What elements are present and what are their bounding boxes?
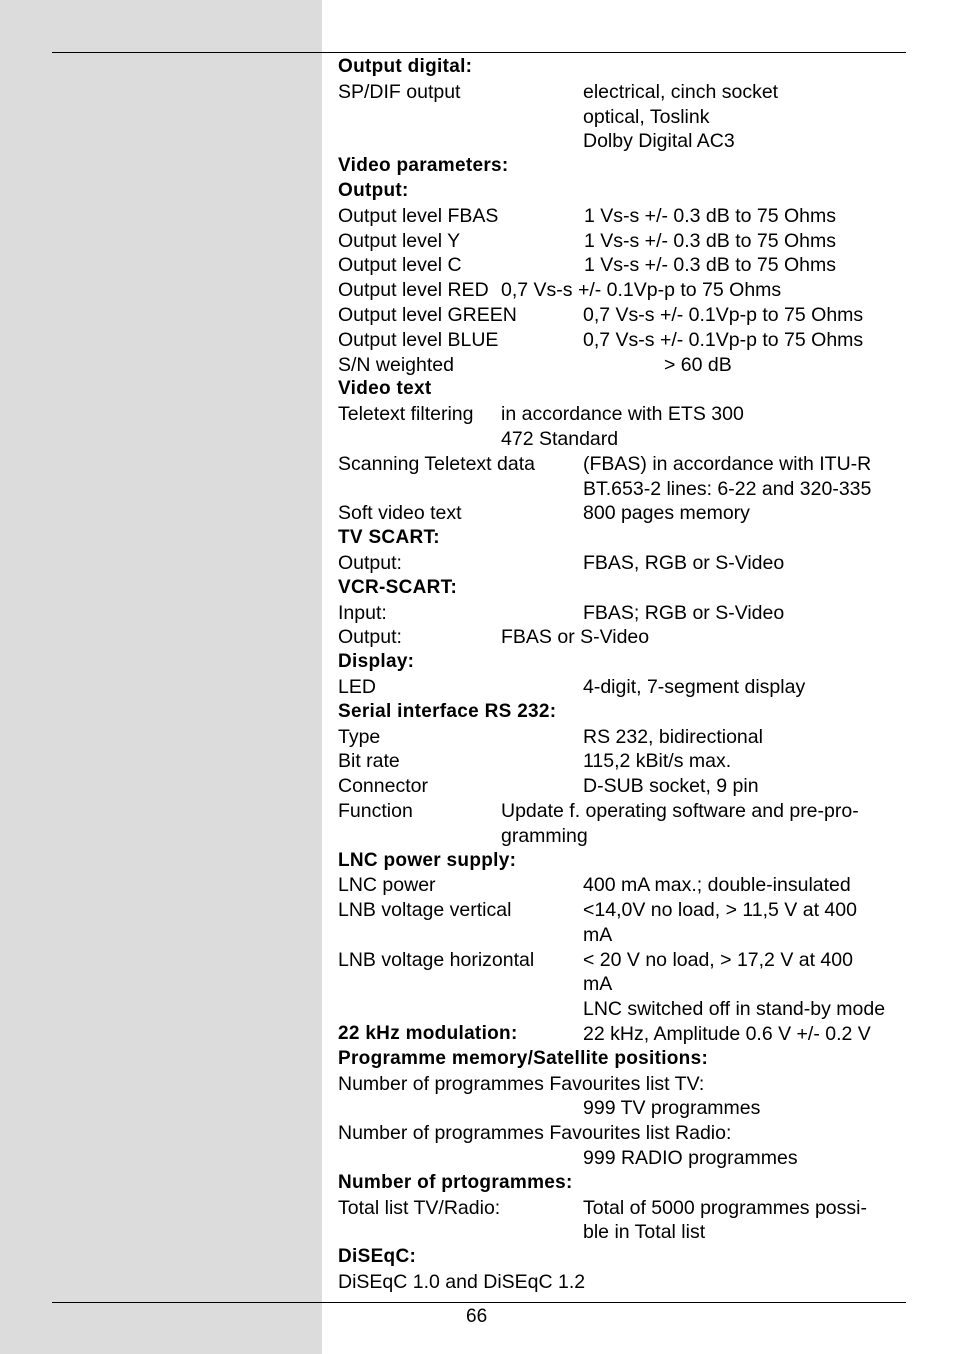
spec-value: 1 Vs-s +/- 0.3 dB to 75 Ohms — [584, 204, 836, 227]
spec-row — [338, 873, 908, 898]
spec-row — [338, 1220, 908, 1245]
section-heading — [338, 1047, 908, 1072]
spec-label: LNC power — [338, 874, 436, 897]
spec-value: FBAS; RGB or S-Video — [583, 601, 785, 624]
section-heading — [338, 1022, 908, 1047]
section-heading-text: Number of prtogrammes: — [338, 1171, 573, 1193]
spec-row — [338, 1146, 908, 1171]
spec-value: 115,2 kBit/s max. — [583, 750, 732, 773]
bottom-rule — [52, 1302, 906, 1303]
spec-row — [338, 774, 908, 799]
spec-value: 0,7 Vs-s +/- 0.1Vp-p to 75 Ohms — [501, 279, 782, 302]
section-heading-text: VCR-SCART: — [338, 576, 458, 598]
spec-row — [338, 1096, 908, 1121]
section-heading-text: TV SCART: — [338, 527, 440, 549]
spec-row — [338, 353, 908, 378]
side-margin-band — [0, 0, 322, 1354]
spec-value: LNC switched off in stand-by mode — [583, 998, 886, 1021]
spec-label: Teletext filtering — [338, 403, 474, 426]
section-heading — [338, 55, 908, 80]
spec-row — [338, 1196, 908, 1221]
spec-row — [338, 328, 908, 353]
section-heading — [338, 377, 908, 402]
spec-row — [338, 725, 908, 750]
spec-value: FBAS or S-Video — [501, 626, 650, 649]
spec-label: Output: — [338, 626, 402, 649]
section-heading — [338, 154, 908, 179]
spec-value: 999 RADIO programmes — [583, 1147, 798, 1170]
spec-value: Update f. operating software and pre-pro- — [501, 799, 859, 822]
spec-value: in accordance with ETS 300 — [501, 403, 744, 426]
spec-label: Number of programmes Favourites list TV: — [338, 1072, 705, 1095]
spec-label: Connector — [338, 775, 428, 798]
spec-value: 0,7 Vs-s +/- 0.1Vp-p to 75 Ohms — [583, 328, 864, 351]
spec-row — [338, 948, 908, 973]
spec-label: Bit rate — [338, 750, 400, 773]
spec-row — [338, 1270, 908, 1295]
section-heading — [338, 576, 908, 601]
spec-row — [338, 80, 908, 105]
spec-row — [338, 105, 908, 130]
section-heading-text: Serial interface RS 232: — [338, 700, 557, 722]
spec-row — [338, 923, 908, 948]
section-heading — [338, 1245, 908, 1270]
spec-label: Output: — [338, 551, 402, 574]
spec-label: Function — [338, 799, 413, 822]
spec-row — [338, 972, 908, 997]
spec-row — [338, 824, 908, 849]
spec-row — [338, 452, 908, 477]
spec-value: RS 232, bidirectional — [583, 725, 763, 748]
section-heading-text: 22 kHz modulation: — [338, 1023, 518, 1045]
spec-value: electrical, cinch socket — [583, 80, 779, 103]
section-heading-text: DiSEqC: — [338, 1246, 417, 1268]
spec-value: 1 Vs-s +/- 0.3 dB to 75 Ohms — [584, 229, 836, 252]
section-heading-text: Video parameters: — [338, 155, 509, 177]
spec-value: 472 Standard — [501, 427, 619, 450]
spec-value: (FBAS) in accordance with ITU-R — [583, 452, 872, 475]
section-heading-text: Video text — [338, 378, 432, 400]
section-heading-text: LNC power supply: — [338, 849, 517, 871]
spec-value: 800 pages memory — [583, 502, 750, 525]
spec-value: 22 kHz, Amplitude 0.6 V +/- 0.2 V — [583, 1023, 871, 1046]
spec-label: Input: — [338, 601, 387, 624]
spec-row — [338, 625, 908, 650]
spec-row — [338, 278, 908, 303]
spec-value: 0,7 Vs-s +/- 0.1Vp-p to 75 Ohms — [583, 303, 864, 326]
spec-row — [338, 1121, 908, 1146]
section-heading — [338, 526, 908, 551]
spec-label: Output level Y — [338, 229, 461, 252]
spec-list — [338, 55, 908, 1295]
spec-row — [338, 601, 908, 626]
spec-value: mA — [583, 973, 613, 996]
spec-row — [338, 427, 908, 452]
spec-row — [338, 402, 908, 427]
spec-label: S/N weighted — [338, 353, 454, 376]
spec-label: Scanning Teletext data — [338, 452, 535, 475]
spec-row — [338, 1072, 908, 1097]
spec-value: BT.653-2 lines: 6-22 and 320-335 — [583, 477, 872, 500]
section-heading-text: Programme memory/Satellite positions: — [338, 1047, 709, 1069]
spec-value: < 20 V no load, > 17,2 V at 400 — [583, 948, 853, 971]
spec-row — [338, 204, 908, 229]
page-number: 66 — [466, 1306, 488, 1327]
spec-row — [338, 997, 908, 1022]
spec-label: Soft video text — [338, 502, 462, 525]
spec-value: 999 TV programmes — [583, 1097, 761, 1120]
spec-label: Output level BLUE — [338, 328, 499, 351]
spec-row — [338, 477, 908, 502]
spec-label: LED — [338, 675, 376, 698]
spec-row — [338, 129, 908, 154]
spec-label: Output level C — [338, 254, 462, 277]
spec-value: > 60 dB — [664, 353, 732, 376]
spec-label: LNB voltage vertical — [338, 899, 512, 922]
section-heading — [338, 700, 908, 725]
section-heading-text: Display: — [338, 651, 415, 673]
spec-value: 1 Vs-s +/- 0.3 dB to 75 Ohms — [584, 254, 836, 277]
spec-value: FBAS, RGB or S-Video — [583, 551, 785, 574]
section-heading — [338, 650, 908, 675]
spec-row — [338, 675, 908, 700]
spec-value: 4-digit, 7-segment display — [583, 675, 806, 698]
spec-row — [338, 501, 908, 526]
section-heading-text: Output digital: — [338, 56, 473, 77]
spec-label: Output level RED — [338, 279, 489, 302]
spec-label: DiSEqC 1.0 and DiSEqC 1.2 — [338, 1271, 586, 1294]
spec-row — [338, 898, 908, 923]
spec-value: D-SUB socket, 9 pin — [583, 775, 759, 798]
spec-label: Number of programmes Favourites list Radio: — [338, 1122, 732, 1145]
spec-label: Type — [338, 725, 381, 748]
spec-value: ble in Total list — [583, 1221, 706, 1244]
spec-label: Output level GREEN — [338, 303, 517, 326]
spec-value: mA — [583, 923, 613, 946]
spec-label: LNB voltage horizontal — [338, 948, 535, 971]
spec-row — [338, 303, 908, 328]
spec-value: 400 mA max.; double-insulated — [583, 874, 851, 897]
spec-label: Output level FBAS — [338, 204, 499, 227]
spec-label: SP/DIF output — [338, 80, 461, 103]
spec-value: Dolby Digital AC3 — [583, 130, 735, 153]
spec-row — [338, 799, 908, 824]
spec-row — [338, 551, 908, 576]
section-heading — [338, 849, 908, 874]
spec-row — [338, 229, 908, 254]
spec-value: Total of 5000 programmes possi- — [583, 1196, 867, 1219]
spec-value: optical, Toslink — [583, 105, 710, 128]
spec-value: <14,0V no load, > 11,5 V at 400 — [583, 899, 857, 922]
section-heading-text: Output: — [338, 179, 409, 201]
spec-value: gramming — [501, 824, 588, 847]
section-heading — [338, 179, 908, 204]
spec-label: Total list TV/Radio: — [338, 1196, 501, 1219]
spec-row — [338, 253, 908, 278]
top-rule — [52, 52, 906, 53]
spec-row — [338, 749, 908, 774]
section-heading — [338, 1171, 908, 1196]
